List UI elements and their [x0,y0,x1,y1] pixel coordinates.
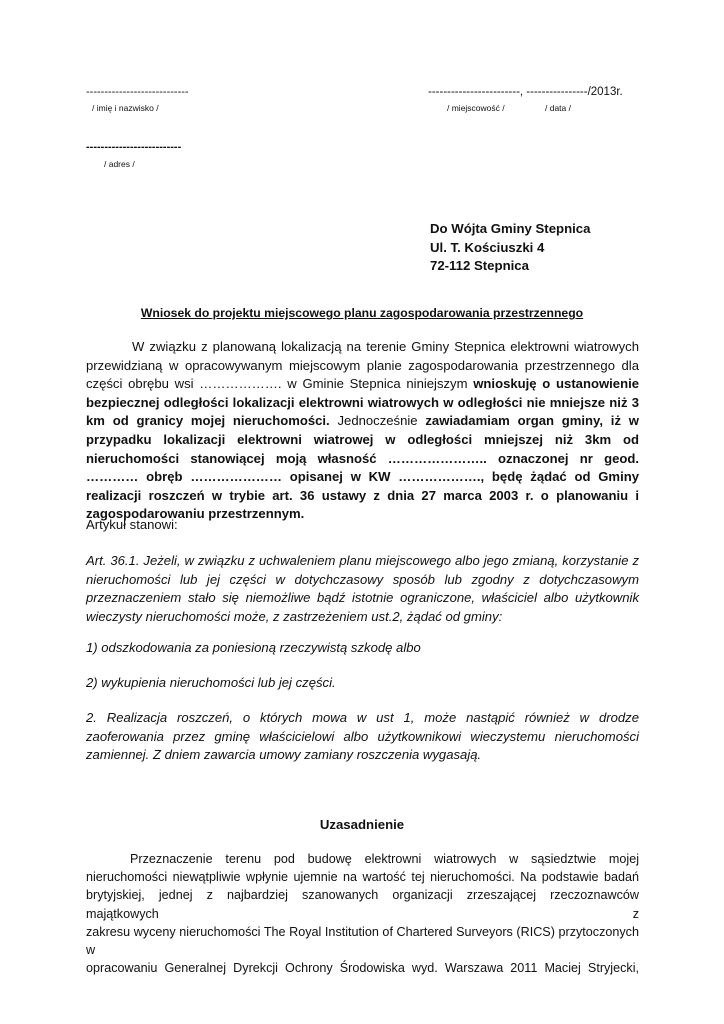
place-label: / miejscowość / [447,103,505,113]
justification-line-1: Przeznaczenie terenu pod budowę elektrowni wiatrowych w sąsiedztwie mojej [130,852,639,866]
date-label: / data / [545,103,571,113]
article-36-2: 2. Realizacja roszczeń, o których mowa w ust 1, może nastąpić również w drodze zaoferowania przez gminę właścicielowi albo użytkownikowi wieczystemu nieruchomości zamiennej. Z dniem zawarcia umowy zamiany roszczenia wygasają. [86,710,639,763]
recipient-address [430,220,590,276]
document-title: Wniosek do projektu miejscowego planu zagospodarowania przestrzennego [140,306,584,320]
article-intro: Artykuł stanowi: [86,517,178,532]
name-label: / imię i nazwisko / [92,103,159,113]
recipient-line-2: Ul. T. Kościuszki 4 [430,239,545,255]
request-text-intro: W związku z planowaną lokalizacją na terenie Gminy Stepnica elektrowni wiatrowych przewidzianą w opracowywanym miejscowym planie zagospodarowania przestrzennego dla części obrębu wsi ………………. w Gminie Stepnica niniejszym [86,339,639,392]
recipient-line-3: 72-112 Stepnica [430,258,529,273]
request-text-notice: zawiadamiam organ gminy, iż w przypadku lokalizacji elektrowni wiatrowej w odległości mniejszej niż 3km od nieruchomości stanowiącej moją własność ………………….. oznaczonej nr geod. ………… obręb ………………… opisanej w KW ………………., będę żądać od Gminy realizacji roszczeń w trybie art. 36 ustawy z dnia 27 marca 2003 r. o planowaniu i zagospodarowaniu przestrzennym. [86,413,639,522]
justification-line-5: opracowaniu Generalnej Dyrekcji Ochrony Środowiska wyd. Warszawa 2011 Maciej Stryjecki, [86,961,639,976]
address-dotted-line: -------------------------- [86,141,182,153]
request-text-joint: Jednocześnie [329,413,426,429]
article-point-2: 2) wykupienia nieruchomości lub jej części. [86,675,336,690]
name-dotted-line: ---------------------------- [86,86,189,98]
justification-heading: Uzasadnienie [319,817,405,832]
place-date-line: ------------------------, ----------------/2013r. [428,86,623,98]
article-36-1: Art. 36.1. Jeżeli, w związku z uchwaleniem planu miejscowego albo jego zmianą, korzystanie z nieruchomości lub jej części w dotychczasowy sposób lub zgodny z dotychczasowym przeznaczeniem stało się niemożliwe bądź istotnie ograniczone, właściciel albo użytkownik wieczysty nieruchomości może, z zastrzeżeniem ust.2, żądać od gminy: [86,553,639,624]
recipient-line-1: Do Wójta Gminy Stepnica [430,221,591,236]
article-point-1: 1) odszkodowania za poniesioną rzeczywistą szkodę albo [86,640,421,655]
request-text-demand: wnioskuję o ustanowienie bezpiecznej odległości lokalizacji elektrowni wiatrowych w odległości nie mniejsze niż 3 km od granicy mojej nieruchomości. [86,376,639,429]
justification-line-2: nieruchomości niewątpliwie wpłynie ujemnie na wartość tej nieruchomości. Na podstawie badań [86,870,639,885]
justification-line-4: zakresu wyceny nieruchomości The Royal Institution of Chartered Surveyors (RICS) przytoczonych w [86,924,639,958]
request-paragraph [86,338,639,524]
justification-paragraph [86,850,639,977]
justification-line-3: brytyjskiej, jednej z najbardziej szanowanych organizacji zrzeszającej rzeczoznawców majątkowych z [86,888,639,921]
address-label: / adres / [104,159,135,169]
